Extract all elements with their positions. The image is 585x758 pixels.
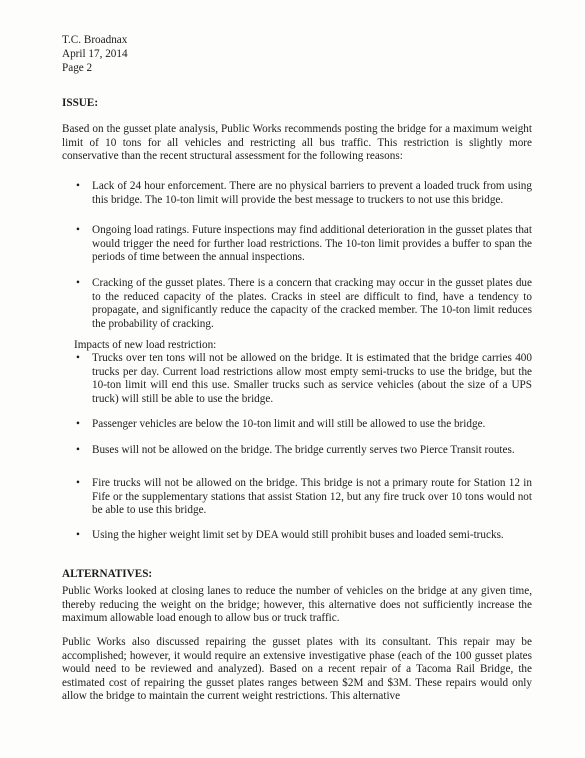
bullet-text: Cracking of the gusset plates. There is a concern that cracking may occur in the gusset plates due to the reduced capacity of the plates. Cracks in steel are difficult to find, have a tendency to propagate, and significantly reduce the capacity of the cracked member. The 10-ton limit reduces the probability of cracking. <box>92 277 532 330</box>
issue-heading: ISSUE: <box>62 97 99 109</box>
issue-paragraph: Based on the gusset plate analysis, Public Works recommends posting the bridge for a maximum weight limit of 10 tons for all vehicles and restricting all bus traffic. This restriction is slightly more conservative than the recent structural assessment for the following reasons: <box>62 123 532 163</box>
memo-date: April 17, 2014 <box>62 48 128 60</box>
bullet-text: Buses will not be allowed on the bridge. The bridge currently serves two Pierce Transit routes. <box>92 444 515 456</box>
bullet-marker: • <box>76 180 80 192</box>
bullet-text: Lack of 24 hour enforcement. There are no physical barriers to prevent a loaded truck from using this bridge. The 10-ton limit will provide the best message to truckers to not use this bridge. <box>92 180 532 206</box>
bullet-text: Passenger vehicles are below the 10-ton limit and will still be allowed to use the bridge. <box>92 418 486 430</box>
bullet-marker: • <box>76 277 80 289</box>
bullet-marker: • <box>76 224 80 236</box>
bullet-marker: • <box>76 444 80 456</box>
bullet-marker: • <box>76 477 80 489</box>
bullet-text: Trucks over ten tons will not be allowed on the bridge. It is estimated that the bridge carries 400 trucks per day. Current load restrictions allow most empty semi-trucks to use the bridge, but the 10-ton limit will end this use. Smaller trucks such as service vehicles (about the size of a UPS truck) will still be able to use the bridge. <box>92 352 532 405</box>
impacts-intro: Impacts of new load restriction: <box>74 339 217 351</box>
alternatives-heading: ALTERNATIVES: <box>62 568 153 580</box>
recipient-name: T.C. Broadnax <box>62 34 128 46</box>
bullet-marker: • <box>76 418 80 430</box>
page-number: Page 2 <box>62 62 93 74</box>
bullet-text: Ongoing load ratings. Future inspections may find additional deterioration in the gusset plates that would trigger the need for further load restrictions. The 10-ton limit provides a buffer to span the periods of time between the annual inspections. <box>92 224 532 264</box>
alternatives-paragraph-2: Public Works also discussed repairing the gusset plates with its consultant. This repair may be accomplished; however, it would require an extensive investigative phase (each of the 100 gusset plates would need to be reviewed and analyzed). Based on a recent repair of a Tacoma Rail Bridge, the estimated cost of repairing the gusset plates ranges between $2M and $3M. These repairs would only allow the bridge to maintain the current weight restrictions. This alternative <box>62 636 532 703</box>
alternatives-paragraph-1: Public Works looked at closing lanes to reduce the number of vehicles on the bridge at any given time, thereby reducing the weight on the bridge; however, this alternative does not sufficiently increase the maximum allowable load enough to allow bus or truck traffic. <box>62 585 532 625</box>
bullet-marker: • <box>76 352 80 364</box>
bullet-text: Fire trucks will not be allowed on the bridge. This bridge is not a primary route for Station 12 in Fife or the supplementary stations that assist Station 12, but any fire truck over 10 tons would not be able to use this bridge. <box>92 477 532 517</box>
bullet-marker: • <box>76 529 80 541</box>
bullet-text: Using the higher weight limit set by DEA would still prohibit buses and loaded semi-trucks. <box>92 529 504 541</box>
